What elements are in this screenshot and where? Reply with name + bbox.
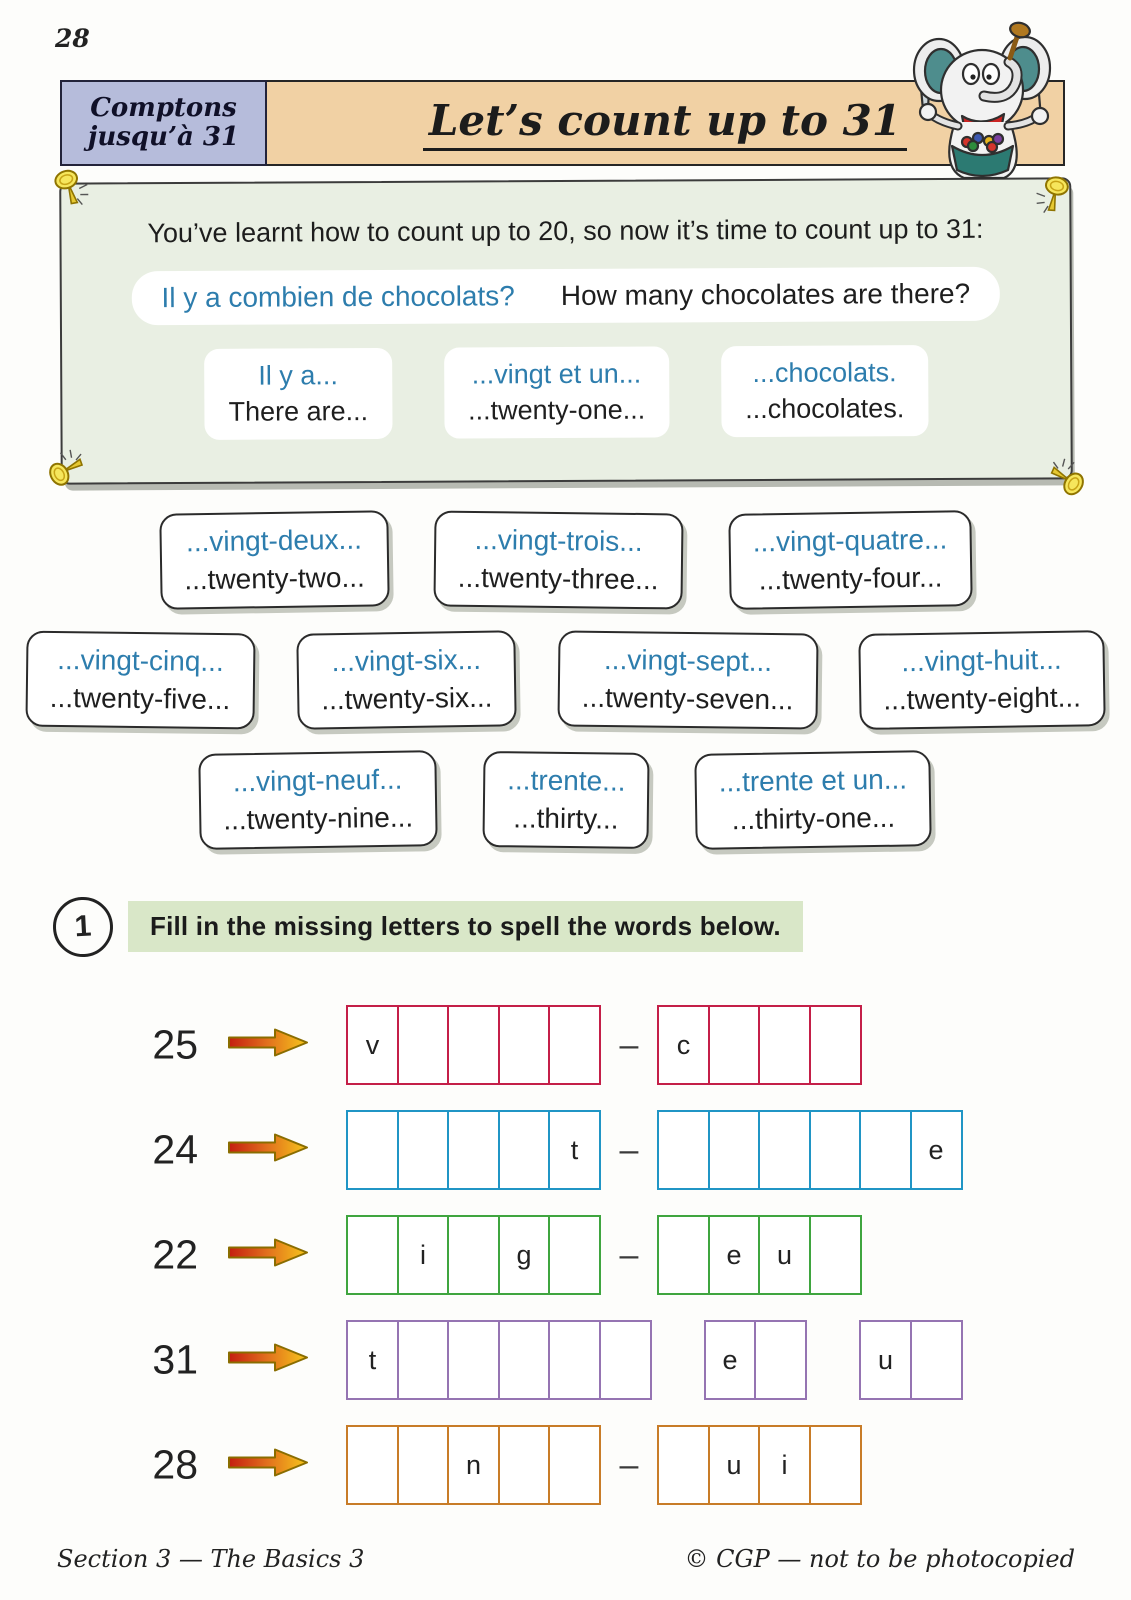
- vocab-french: ...vingt-trois...: [474, 523, 643, 558]
- dash-separator: –: [619, 1445, 639, 1484]
- letter-cell[interactable]: e: [910, 1110, 963, 1190]
- letter-cell[interactable]: [657, 1425, 710, 1505]
- pushpin-icon: [44, 446, 92, 489]
- arrow-icon: [225, 1235, 311, 1271]
- letter-boxes: [346, 1110, 963, 1190]
- pushpin-bottom-right: [1035, 453, 1090, 500]
- letter-box-group: [859, 1320, 963, 1400]
- question-header: [0, 897, 1131, 957]
- letter-cell[interactable]: [447, 1110, 500, 1190]
- letter-cell[interactable]: [910, 1320, 963, 1400]
- vocab-english: ...thirty-one...: [731, 801, 896, 836]
- exercise-arrow: [225, 1130, 311, 1171]
- exercise-number: 31: [152, 1336, 198, 1383]
- vocab-box: [434, 510, 684, 609]
- dash-separator: –: [619, 1025, 639, 1064]
- exercise-arrow: [225, 1025, 311, 1066]
- letter-cell[interactable]: e: [708, 1215, 761, 1295]
- vocab-french: ...vingt-six...: [330, 643, 481, 678]
- french-topic-line1: Comptons: [90, 92, 237, 123]
- letter-cell[interactable]: [809, 1005, 862, 1085]
- letter-cell[interactable]: n: [447, 1425, 500, 1505]
- page-title: Let’s count up to 31: [423, 96, 907, 151]
- vocab-box: [728, 510, 972, 609]
- letter-cell[interactable]: [809, 1215, 862, 1295]
- letter-cell[interactable]: [397, 1110, 450, 1190]
- arrow-icon: [225, 1340, 311, 1376]
- arrow-icon: [225, 1025, 311, 1061]
- letter-cell[interactable]: [657, 1215, 710, 1295]
- letter-cell[interactable]: [809, 1110, 862, 1190]
- vocab-french: ...trente et un...: [718, 763, 908, 798]
- letter-box-group: [657, 1425, 862, 1505]
- exercise-arrow: [225, 1340, 311, 1381]
- letter-cell[interactable]: [498, 1005, 551, 1085]
- pushpin-icon: [53, 168, 89, 210]
- page-footer: [57, 1545, 1075, 1573]
- exercise-row: [0, 1215, 1131, 1295]
- vocab-box: [199, 750, 438, 849]
- letter-cell[interactable]: [346, 1215, 399, 1295]
- vocab-english: ...twenty-eight...: [883, 681, 1082, 716]
- vocab-box: [557, 630, 818, 729]
- letter-cell[interactable]: [758, 1110, 811, 1190]
- letter-box-group: [346, 1320, 652, 1400]
- footer-section: Section 3 — The Basics 3: [57, 1545, 365, 1573]
- vocab-box: [695, 750, 933, 849]
- letter-cell[interactable]: g: [498, 1215, 551, 1295]
- arrow-icon: [225, 1130, 311, 1166]
- question-instruction: Fill in the missing letters to spell the words below.: [128, 901, 803, 952]
- phrase-box: [204, 348, 392, 440]
- phrase-box: [444, 346, 670, 438]
- pushpin-bottom-left: [44, 445, 97, 489]
- exercise-row: [0, 1110, 1131, 1190]
- letter-cell[interactable]: i: [758, 1425, 811, 1505]
- exercise-arrow: [225, 1445, 311, 1486]
- letter-box-group: [346, 1110, 601, 1190]
- question-number-badge: 1: [51, 895, 114, 958]
- phrase-french: ...vingt et un...: [471, 358, 642, 390]
- exercise-row: [0, 1005, 1131, 1085]
- letter-cell[interactable]: [548, 1215, 601, 1295]
- exercise-row: [0, 1425, 1131, 1505]
- phrase-box: [721, 345, 929, 437]
- vocab-english: ...twenty-four...: [758, 561, 943, 596]
- phrase-boxes: [62, 344, 1070, 440]
- pushpin-top-left: [53, 168, 89, 215]
- letter-box-group: [346, 1005, 601, 1085]
- vocab-box: [859, 630, 1106, 729]
- vocab-english: ...thirty...: [513, 802, 619, 835]
- letter-box-group: [704, 1320, 808, 1400]
- phrase-french: Il y a...: [258, 360, 338, 391]
- letter-cell[interactable]: u: [708, 1425, 761, 1505]
- vocab-row-1: [0, 512, 1131, 608]
- letter-boxes: [346, 1005, 862, 1085]
- phrase-english: ...chocolates.: [745, 393, 905, 425]
- letter-cell[interactable]: [447, 1215, 500, 1295]
- intro-text: You’ve learnt how to count up to 20, so now it’s time to count up to 31:: [147, 213, 984, 249]
- letter-cell[interactable]: [548, 1320, 601, 1400]
- letter-cell[interactable]: t: [548, 1110, 601, 1190]
- vocab-english: ...twenty-three...: [457, 561, 659, 596]
- phrase-english: ...twenty-one...: [468, 395, 646, 426]
- dash-separator: –: [619, 1235, 639, 1274]
- letter-cell[interactable]: [657, 1110, 710, 1190]
- letter-box-group: [346, 1425, 601, 1505]
- letter-cell[interactable]: [708, 1110, 761, 1190]
- letter-cell[interactable]: v: [346, 1005, 399, 1085]
- letter-box-group: [657, 1110, 963, 1190]
- question-french: Il y a combien de chocolats?: [161, 280, 515, 314]
- letter-cell[interactable]: u: [758, 1215, 811, 1295]
- letter-cell[interactable]: [498, 1320, 551, 1400]
- elephant-eating-chocolates-illustration: [892, 18, 1077, 186]
- french-topic-line2: jusqu’à 31: [87, 122, 240, 152]
- vocab-box: [296, 630, 517, 729]
- letter-cell[interactable]: [754, 1320, 807, 1400]
- letter-cell[interactable]: [859, 1110, 912, 1190]
- exercise-number: 28: [152, 1441, 198, 1488]
- french-topic-label: [60, 80, 267, 166]
- vocab-french: ...trente...: [507, 764, 626, 797]
- letter-cell[interactable]: t: [346, 1320, 399, 1400]
- letter-boxes: [346, 1215, 862, 1295]
- letter-cell[interactable]: [599, 1320, 652, 1400]
- letter-cell[interactable]: [548, 1005, 601, 1085]
- pushpin-icon: [1040, 454, 1090, 499]
- exercise-number: 22: [152, 1231, 198, 1278]
- letter-cell[interactable]: [498, 1425, 551, 1505]
- phrase-english: There are...: [228, 396, 369, 428]
- vocab-box: [159, 510, 389, 609]
- letter-cell[interactable]: [498, 1110, 551, 1190]
- vocab-french: ...vingt-neuf...: [232, 763, 403, 798]
- question-english: How many chocolates are there?: [560, 277, 971, 312]
- letter-boxes: [346, 1320, 963, 1400]
- letter-cell[interactable]: [397, 1005, 450, 1085]
- letter-cell[interactable]: [346, 1425, 399, 1505]
- exercise-number: 25: [152, 1021, 198, 1068]
- letter-box-group: [657, 1005, 862, 1085]
- letter-cell[interactable]: [447, 1320, 500, 1400]
- vocab-box: [25, 631, 255, 729]
- arrow-icon: [225, 1445, 311, 1481]
- vocab-french: ...vingt-quatre...: [752, 523, 948, 558]
- letter-cell[interactable]: [809, 1425, 862, 1505]
- vocab-english: ...twenty-two...: [183, 561, 365, 596]
- letter-cell[interactable]: [397, 1425, 450, 1505]
- letter-cell[interactable]: [346, 1110, 399, 1190]
- letter-cell[interactable]: [447, 1005, 500, 1085]
- letter-cell[interactable]: [548, 1425, 601, 1505]
- vocab-french: ...vingt-deux...: [185, 523, 362, 558]
- page-number: 28: [55, 24, 90, 53]
- letter-boxes: [346, 1425, 862, 1505]
- letter-cell[interactable]: i: [397, 1215, 450, 1295]
- vocab-box: [483, 751, 650, 849]
- intro-panel: [59, 177, 1073, 484]
- letter-cell[interactable]: c: [657, 1005, 710, 1085]
- vocab-row-2: [0, 632, 1131, 728]
- vocab-french: ...vingt-cinq...: [57, 643, 224, 678]
- vocab-english: ...twenty-five...: [49, 681, 231, 715]
- footer-copyright: © CGP — not to be photocopied: [684, 1545, 1075, 1573]
- vocab-row-3: [0, 752, 1131, 848]
- letter-cell[interactable]: [397, 1320, 450, 1400]
- vocab-french: ...vingt-sept...: [603, 643, 772, 678]
- letter-cell[interactable]: e: [704, 1320, 757, 1400]
- exercise-row: [0, 1320, 1131, 1400]
- vocab-english: ...twenty-nine...: [223, 801, 414, 836]
- vocab-english: ...twenty-six...: [320, 681, 493, 716]
- vocab-french: ...vingt-huit...: [901, 643, 1063, 678]
- letter-cell[interactable]: u: [859, 1320, 912, 1400]
- letter-box-group: [657, 1215, 862, 1295]
- exercise-arrow: [225, 1235, 311, 1276]
- exercise-number: 24: [152, 1126, 198, 1173]
- dash-separator: –: [619, 1130, 639, 1169]
- letter-cell[interactable]: [708, 1005, 761, 1085]
- letter-cell[interactable]: [758, 1005, 811, 1085]
- question-pill: [131, 267, 1000, 326]
- phrase-french: ...chocolats.: [752, 357, 897, 389]
- vocab-english: ...twenty-seven...: [581, 681, 794, 716]
- letter-box-group: [346, 1215, 601, 1295]
